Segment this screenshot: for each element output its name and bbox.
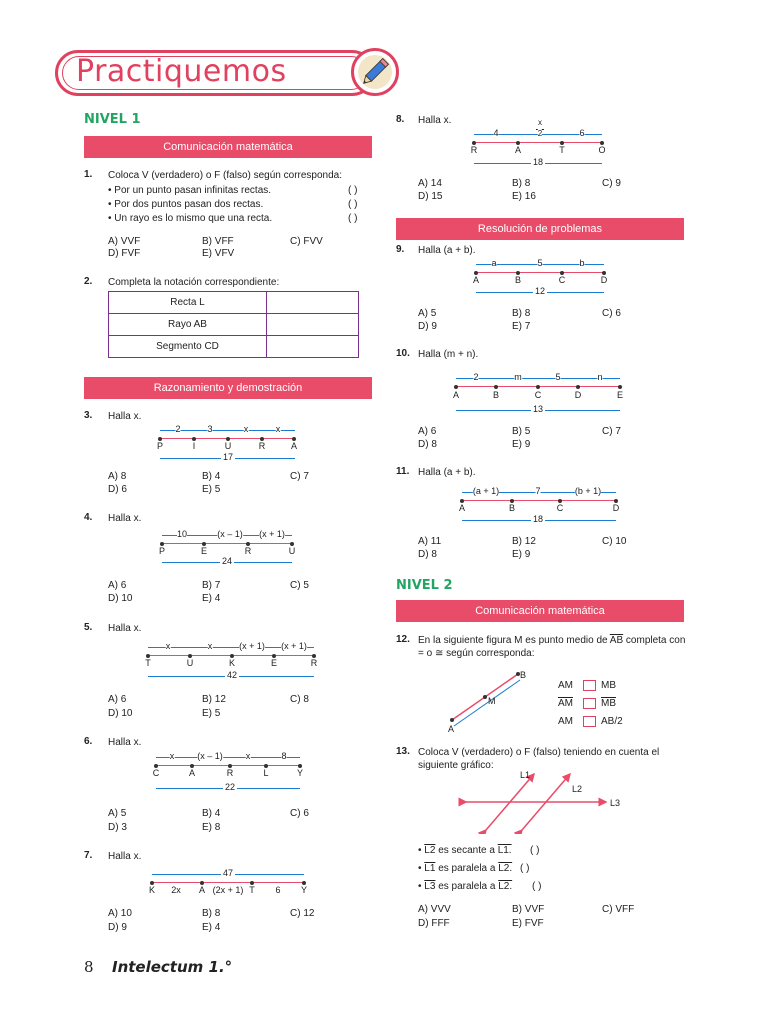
q4-total-label: 24 [221,556,233,566]
q12-row-right: $\overline{MB}$ [601,698,616,709]
q6-option[interactable]: D) 3 [108,822,127,833]
q13-figure [456,768,636,834]
q12-figure [442,666,532,736]
q10-top-label: n [597,372,603,382]
q6-top-label: (x – 1) [197,751,223,761]
q7-point-label: A [198,885,206,895]
q7-bottom-label: 6 [275,885,281,895]
q10-option[interactable]: B) 5 [512,426,531,437]
q5-point-label: T [145,658,151,668]
q7-number: 7. [84,850,93,861]
q13-item: • L1 es paralela a L2. [418,863,513,874]
q3-point-label: A [290,441,298,451]
q9-diagram [466,256,616,300]
q11-option[interactable]: D) 8 [418,549,437,560]
q1-answer-box[interactable]: ( ) [348,199,358,210]
q11-option[interactable]: E) 9 [512,549,531,560]
q9-number: 9. [396,244,405,255]
q10-option[interactable]: A) 6 [418,426,437,437]
q10-top-label: 5 [555,372,561,382]
q1-option[interactable]: C) FVV [290,236,323,247]
q11-diagram [452,484,632,530]
q3-point-label: P [156,441,164,451]
q11-point-label: D [612,503,620,513]
q11-top-label: 7 [535,486,541,496]
q8-point-label: R [470,145,478,155]
q11-top-label: (a + 1) [472,486,500,496]
q4-option[interactable]: A) 6 [108,580,127,591]
q10-diagram [446,370,636,416]
q1-item: • Un rayo es lo mismo que una recta. [108,213,273,224]
q7-option[interactable]: A) 10 [108,908,132,919]
q5-point-label: U [186,658,194,668]
q1-option[interactable]: D) FVF [108,248,141,259]
q11-point-label: C [556,503,564,513]
q13-item: • L2 es secante a L1. [418,845,512,856]
q7-option[interactable]: E) 4 [202,922,221,933]
q5-number: 5. [84,622,93,633]
q1-option[interactable]: E) VFV [202,248,235,259]
q10-total-label: 13 [532,404,544,414]
q9-point-label: B [514,275,522,285]
q13-option[interactable]: A) VVV [418,904,451,915]
q7-option[interactable]: D) 9 [108,922,127,933]
q4-top-label: 10 [176,529,188,539]
q4-option[interactable]: D) 10 [108,593,133,604]
q3-point-label: U [224,441,232,451]
q6-option[interactable]: B) 4 [202,808,221,819]
q6-option[interactable]: E) 8 [202,822,221,833]
q5-top-label: (x + 1) [239,641,265,651]
q7-total-label: 47 [222,868,234,878]
page-number: 8 [84,958,94,976]
q7-bottom-label: 2x [171,885,181,895]
notation-answer-cell[interactable] [267,314,359,336]
q3-top-label: x [275,424,281,434]
q3-option[interactable]: A) 8 [108,471,127,482]
q8-option[interactable]: E) 16 [512,191,536,202]
q8-option[interactable]: D) 15 [418,191,443,202]
q8-option[interactable]: C) 9 [602,178,621,189]
q6-text: Halla x. [108,737,142,748]
q7-diagram [142,866,318,898]
q9-point-label: D [600,275,608,285]
q5-top-label: x [165,641,171,651]
q6-option[interactable]: C) 6 [290,808,309,819]
q9-top-label: 5 [537,258,543,268]
q10-point-label: D [574,390,582,400]
q5-option[interactable]: A) 6 [108,694,127,705]
q9-text: Halla (a + b). [418,245,476,256]
q5-top-label: (x + 1) [281,641,307,651]
pencil-icon [351,48,399,96]
q9-option[interactable]: B) 8 [512,308,531,319]
q5-point-label: R [310,658,318,668]
q8-top-label: 4 [493,128,499,138]
q8-fraction-denominator: 2 [537,129,543,138]
q3-top-label: 2 [175,424,181,434]
q6-point-label: R [226,768,234,778]
banner-comunicacion: Comunicación matemática [84,136,372,158]
q4-diagram [152,526,312,568]
q13-answer-box[interactable]: ( ) [532,881,542,892]
q6-point-label: L [263,768,269,778]
nivel-2-heading: NIVEL 2 [396,578,453,593]
q11-number: 11. [396,466,410,477]
q4-number: 4. [84,512,93,523]
q10-option[interactable]: C) 7 [602,426,621,437]
q4-point-label: E [200,546,208,556]
q8-option[interactable]: A) 14 [418,178,442,189]
q6-total-label: 22 [224,782,236,792]
q7-point-label: K [148,885,156,895]
q12-number: 12. [396,634,410,645]
q6-top-label: 8 [281,751,287,761]
q5-option[interactable]: D) 10 [108,708,133,719]
q11-point-label: A [458,503,466,513]
q4-point-label: U [288,546,296,556]
q13-number: 13. [396,746,410,757]
q8-text: Halla x. [418,115,452,126]
q10-top-label: 2 [473,372,479,382]
banner-resolucion: Resolución de problemas [396,218,684,240]
q7-bottom-label: (2x + 1) [212,885,244,895]
q1-item: • Por dos puntos pasan dos rectas. [108,199,264,210]
line-l3-label: L3 [610,798,621,808]
q5-total-label: 42 [226,670,238,680]
q3-point-label: R [258,441,266,451]
q11-top-label: (b + 1) [574,486,602,496]
q10-point-label: E [616,390,624,400]
q13-answer-box[interactable]: ( ) [530,845,540,856]
q9-option[interactable]: D) 9 [418,321,437,332]
q7-point-label: T [249,885,255,895]
q6-number: 6. [84,736,93,747]
q9-top-label: a [491,258,497,268]
q1-answer-box[interactable]: ( ) [348,185,358,196]
q6-point-label: A [188,768,196,778]
q5-diagram [138,638,328,684]
q11-option[interactable]: B) 12 [512,536,536,547]
q12-point-label: B [520,670,527,680]
q1-option[interactable]: B) VFF [202,236,234,247]
book-title: Intelectum 1.° [112,958,233,976]
q12-answer-box[interactable] [583,716,596,727]
notation-table [108,291,359,358]
segment-ab-notation: $\overline{AB}$ [609,635,624,646]
q6-top-label: x [245,751,251,761]
banner-razonamiento: Razonamiento y demostración [84,377,372,399]
notation-answer-cell[interactable] [267,336,359,358]
q8-total-label: 18 [532,157,544,167]
q13-option[interactable]: B) VVF [512,904,545,915]
q13-option[interactable]: C) VFF [602,904,635,915]
q4-top-label: (x – 1) [217,529,243,539]
q12-row: AM [558,680,573,691]
q4-option[interactable]: B) 7 [202,580,221,591]
q12-answer-box[interactable] [583,680,596,691]
q3-top-label: x [243,424,249,434]
q9-point-label: C [558,275,566,285]
page-title: Practiquemos [76,54,287,89]
q5-option[interactable]: C) 8 [290,694,309,705]
q6-point-label: Y [296,768,304,778]
q8-diagram [464,118,614,168]
q6-top-label: x [169,751,175,761]
q9-point-label: A [472,275,480,285]
q6-point-label: C [152,768,160,778]
q10-point-label: C [534,390,542,400]
q9-option[interactable]: A) 5 [418,308,437,319]
q12-point-label: A [448,724,455,734]
q1-option[interactable]: A) VVF [108,236,141,247]
q3-option[interactable]: E) 5 [202,484,221,495]
q3-diagram [150,420,310,470]
q10-number: 10. [396,348,410,359]
q9-option[interactable]: C) 6 [602,308,621,319]
notation-answer-cell[interactable] [267,292,359,314]
nivel-1-heading: NIVEL 1 [84,112,141,127]
notation-label: Rayo AB [109,314,267,336]
q8-option[interactable]: B) 8 [512,178,531,189]
q12-answer-box[interactable] [583,698,596,709]
q3-option[interactable]: C) 7 [290,471,309,482]
q10-option[interactable]: E) 9 [512,439,531,450]
q3-option[interactable]: B) 4 [202,471,221,482]
q11-option[interactable]: C) 10 [602,536,627,547]
q13-option[interactable]: D) FFF [418,918,450,929]
q11-text: Halla (a + b). [418,467,476,478]
q3-number: 3. [84,410,93,421]
q1-answer-box[interactable]: ( ) [348,213,358,224]
q12-row: AM [558,716,573,727]
q10-option[interactable]: D) 8 [418,439,437,450]
q9-top-label: b [579,258,585,268]
q11-option[interactable]: A) 11 [418,536,442,547]
q1-text: Coloca V (verdadero) o F (falso) según corresponda: [108,170,343,181]
q1-item: • Por un punto pasan infinitas rectas. [108,185,272,196]
q4-text: Halla x. [108,513,142,524]
q4-option[interactable]: C) 5 [290,580,309,591]
notation-label: Recta L [109,292,267,314]
q4-point-label: R [244,546,252,556]
q9-option[interactable]: E) 7 [512,321,531,332]
q2-number: 2. [84,276,93,287]
q7-text: Halla x. [108,851,142,862]
q13-answer-box[interactable]: ( ) [520,863,530,874]
q10-top-label: m [514,372,522,382]
q12-row-right: MB [601,680,616,691]
q7-option[interactable]: C) 12 [290,908,315,919]
q7-option[interactable]: B) 8 [202,908,221,919]
q3-total-label: 17 [222,452,234,462]
q11-point-label: B [508,503,516,513]
q9-total-label: 12 [534,286,546,296]
notation-label: Segmento CD [109,336,267,358]
q13-text: Coloca V (verdadero) o F (falso) teniendo en cuenta el siguiente gráfico: [418,747,660,771]
q10-point-label: A [452,390,460,400]
q3-text: Halla x. [108,411,142,422]
q10-text: Halla (m + n). [418,349,479,360]
q12-row-right: AB/2 [601,716,623,727]
q5-option[interactable]: B) 12 [202,694,226,705]
q5-text: Halla x. [108,623,142,634]
q8-top-label: 6 [579,128,585,138]
q12-point-label: M [488,696,496,706]
q8-fraction-numerator: x [538,118,542,127]
q13-item: • L3 es paralela a L2. [418,881,513,892]
q5-top-label: x [207,641,213,651]
q4-point-label: P [158,546,166,556]
q6-diagram [146,750,316,796]
q11-total-label: 18 [532,514,544,524]
q3-point-label: I [192,441,196,451]
q1-number: 1. [84,169,93,180]
q3-top-label: 3 [207,424,213,434]
line-l2-label: L2 [572,784,583,794]
q8-number: 8. [396,114,405,125]
q5-point-label: K [228,658,236,668]
banner-comunicacion-2: Comunicación matemática [396,600,684,622]
q7-point-label: Y [300,885,308,895]
q8-point-label: A [514,145,522,155]
q4-option[interactable]: E) 4 [202,593,221,604]
line-l1-label: L1 [520,770,531,780]
q8-point-label: O [598,145,606,155]
q3-option[interactable]: D) 6 [108,484,127,495]
q5-point-label: E [270,658,278,668]
q2-text: Completa la notación correspondiente: [108,277,280,288]
q5-option[interactable]: E) 5 [202,708,221,719]
q12-text: En la siguiente figura M es punto medio de $\overline{AB}$ completa con = o ≅ según corresponda: [418,635,686,659]
q10-point-label: B [492,390,500,400]
q12-row: $\overline{AM}$ [558,698,573,709]
q8-point-label: T [559,145,565,155]
q13-option[interactable]: E) FVF [512,918,544,929]
q4-top-label: (x + 1) [259,529,285,539]
q6-option[interactable]: A) 5 [108,808,127,819]
